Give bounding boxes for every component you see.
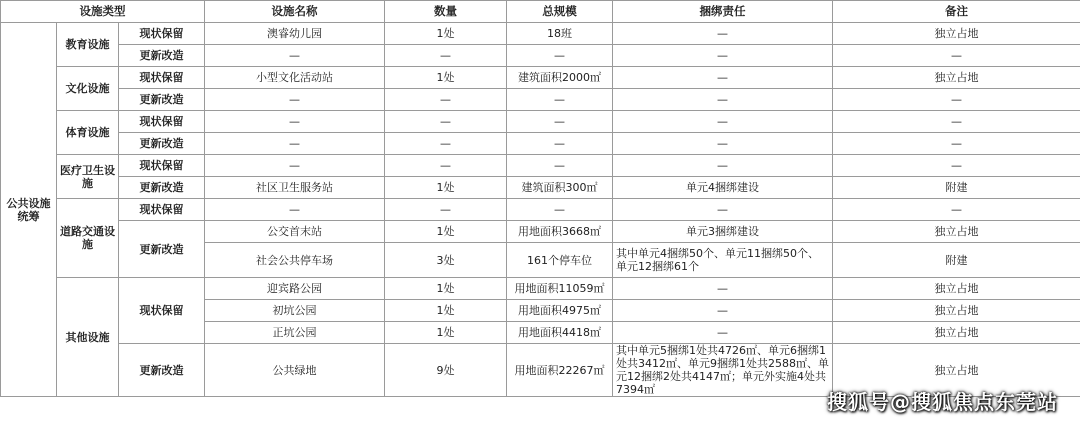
name-cell: 迎宾路公园	[205, 278, 385, 300]
header-scale: 总规模	[507, 1, 613, 23]
status-cell: 更新改造	[119, 133, 205, 155]
table-row	[1, 67, 1080, 89]
bind-cell: —	[613, 199, 833, 221]
name-cell: —	[205, 111, 385, 133]
note-cell: 独立占地	[833, 67, 1080, 89]
scale-cell: —	[507, 45, 613, 67]
bind-cell: 其中单元4捆绑50个、单元11捆绑50个、单元12捆绑61个	[613, 243, 833, 278]
bind-cell: —	[613, 45, 833, 67]
note-cell: 独立占地	[833, 344, 1080, 397]
status-cell: 现状保留	[119, 67, 205, 89]
bind-cell: —	[613, 111, 833, 133]
note-cell: 独立占地	[833, 278, 1080, 300]
note-cell: —	[833, 133, 1080, 155]
bind-cell: 单元4捆绑建设	[613, 177, 833, 199]
table-row	[1, 155, 1080, 177]
bind-cell: 其中单元5捆绑1处共4726㎡、单元6捆绑1处共3412㎡、单元9捆绑1处共2588㎡、单元12捆绑2处共4147㎡；单元外实施4处共7394㎡	[613, 344, 833, 397]
note-cell: —	[833, 199, 1080, 221]
table-row	[1, 45, 1080, 67]
qty-cell: —	[385, 111, 507, 133]
bind-cell: —	[613, 300, 833, 322]
header-row	[1, 1, 1080, 23]
qty-cell: —	[385, 89, 507, 111]
bind-cell: —	[613, 322, 833, 344]
name-cell: 正坑公园	[205, 322, 385, 344]
note-cell: 附建	[833, 243, 1080, 278]
table-row	[1, 111, 1080, 133]
watermark-text: 搜狐号@搜狐焦点东莞站	[827, 390, 1058, 414]
scale-cell: 建筑面积2000㎡	[507, 67, 613, 89]
bind-cell: —	[613, 23, 833, 45]
header-bind: 捆绑责任	[613, 1, 833, 23]
qty-cell: 3处	[385, 243, 507, 278]
qty-cell: 9处	[385, 344, 507, 397]
status-cell: 更新改造	[119, 221, 205, 278]
status-cell: 现状保留	[119, 23, 205, 45]
qty-cell: 1处	[385, 322, 507, 344]
status-cell: 更新改造	[119, 89, 205, 111]
table-row	[1, 23, 1080, 45]
scale-cell: 建筑面积300㎡	[507, 177, 613, 199]
table-row	[1, 221, 1080, 243]
bind-cell: —	[613, 155, 833, 177]
scale-cell: 用地面积11059㎡	[507, 278, 613, 300]
qty-cell: —	[385, 45, 507, 67]
qty-cell: 1处	[385, 67, 507, 89]
header-name: 设施名称	[205, 1, 385, 23]
table-row	[1, 278, 1080, 300]
qty-cell: —	[385, 133, 507, 155]
table-row	[1, 199, 1080, 221]
scale-cell: —	[507, 111, 613, 133]
group-education: 教育设施	[57, 23, 119, 67]
note-cell: 独立占地	[833, 300, 1080, 322]
note-cell: 独立占地	[833, 221, 1080, 243]
scale-cell: —	[507, 89, 613, 111]
name-cell: —	[205, 199, 385, 221]
note-cell: 独立占地	[833, 23, 1080, 45]
qty-cell: 1处	[385, 221, 507, 243]
name-cell: 公交首末站	[205, 221, 385, 243]
note-cell: —	[833, 155, 1080, 177]
note-cell: —	[833, 111, 1080, 133]
name-cell: —	[205, 45, 385, 67]
group-other: 其他设施	[57, 278, 119, 397]
header-note: 备注	[833, 1, 1080, 23]
header-qty: 数量	[385, 1, 507, 23]
qty-cell: 1处	[385, 300, 507, 322]
name-cell: 小型文化活动站	[205, 67, 385, 89]
status-cell: 更新改造	[119, 177, 205, 199]
table-row	[1, 177, 1080, 199]
name-cell: 公共绿地	[205, 344, 385, 397]
name-cell: 初坑公园	[205, 300, 385, 322]
qty-cell: 1处	[385, 278, 507, 300]
scale-cell: 用地面积4418㎡	[507, 322, 613, 344]
qty-cell: 1处	[385, 23, 507, 45]
name-cell: —	[205, 89, 385, 111]
scale-cell: —	[507, 155, 613, 177]
group-culture: 文化设施	[57, 67, 119, 111]
note-cell: 附建	[833, 177, 1080, 199]
group-sports: 体育设施	[57, 111, 119, 155]
table-row	[1, 133, 1080, 155]
note-cell: —	[833, 89, 1080, 111]
status-cell: 更新改造	[119, 344, 205, 397]
name-cell: —	[205, 155, 385, 177]
qty-cell: —	[385, 155, 507, 177]
name-cell: 社区卫生服务站	[205, 177, 385, 199]
scale-cell: —	[507, 199, 613, 221]
scale-cell: 18班	[507, 23, 613, 45]
status-cell: 现状保留	[119, 155, 205, 177]
name-cell: 社会公共停车场	[205, 243, 385, 278]
scale-cell: 161个停车位	[507, 243, 613, 278]
qty-cell: —	[385, 199, 507, 221]
name-cell: 澳睿幼儿园	[205, 23, 385, 45]
qty-cell: 1处	[385, 177, 507, 199]
scale-cell: 用地面积3668㎡	[507, 221, 613, 243]
status-cell: 现状保留	[119, 199, 205, 221]
note-cell: —	[833, 45, 1080, 67]
name-cell: —	[205, 133, 385, 155]
bind-cell: —	[613, 278, 833, 300]
bind-cell: —	[613, 67, 833, 89]
status-cell: 现状保留	[119, 278, 205, 344]
scale-cell: —	[507, 133, 613, 155]
note-cell: 独立占地	[833, 322, 1080, 344]
bind-cell: 单元3捆绑建设	[613, 221, 833, 243]
bind-cell: —	[613, 133, 833, 155]
public-facility-label: 公共设施统筹	[1, 23, 57, 397]
scale-cell: 用地面积4975㎡	[507, 300, 613, 322]
status-cell: 更新改造	[119, 45, 205, 67]
bind-cell: —	[613, 89, 833, 111]
table-row	[1, 89, 1080, 111]
scale-cell: 用地面积22267㎡	[507, 344, 613, 397]
group-road-traffic: 道路交通设施	[57, 199, 119, 278]
group-medical: 医疗卫生设施	[57, 155, 119, 199]
status-cell: 现状保留	[119, 111, 205, 133]
header-type: 设施类型	[1, 1, 205, 23]
